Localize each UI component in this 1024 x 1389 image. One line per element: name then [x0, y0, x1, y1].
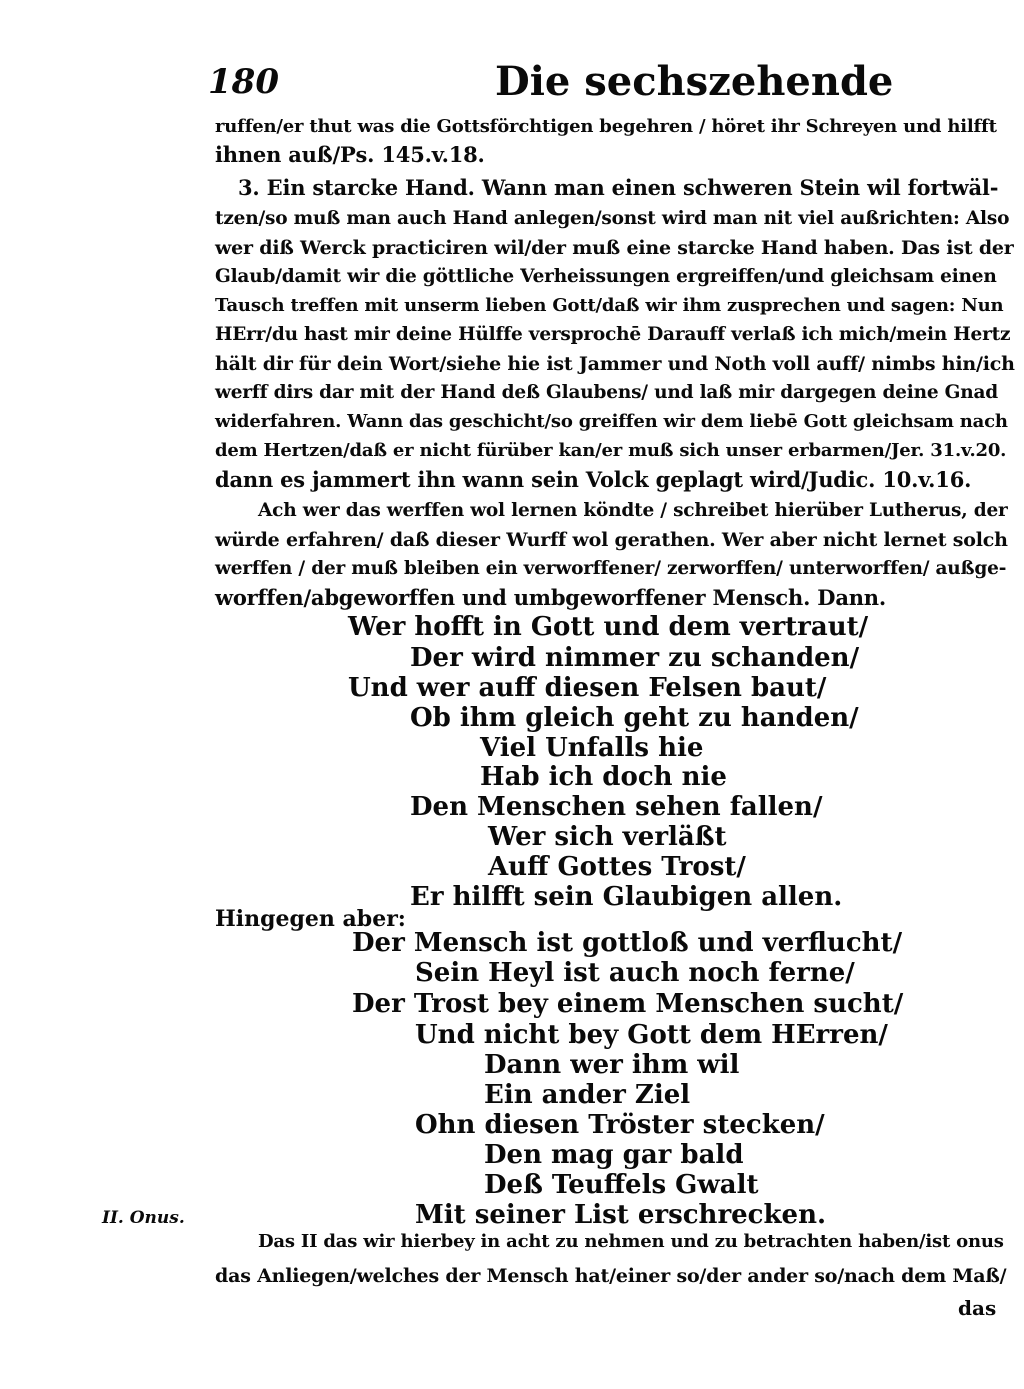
- text-line: werffen / der muß bleiben ein verworffener/ zerworffen/ unterworffen/ außge-: [215, 558, 1007, 579]
- text-line: HErr/du hast mir deine Hülffe versprochē Darauff verlaß ich mich/mein Hertz: [215, 324, 1011, 345]
- verse-line: Den Menschen sehen fallen/: [410, 792, 823, 822]
- transition-label: Hingegen aber:: [215, 906, 406, 932]
- catchword: das: [958, 1296, 997, 1320]
- verse-line: Ein ander Ziel: [484, 1080, 691, 1110]
- text-line: widerfahren. Wann das geschicht/so greiffen wir dem liebē Gott gleichsam nach: [215, 411, 1008, 432]
- verse-line: Und wer auff diesen Felsen baut/: [348, 673, 827, 703]
- text-line: Tausch treffen mit unserm lieben Gott/daß wir ihm zusprechen und sagen: Nun: [215, 295, 1004, 316]
- verse-line: Ob ihm gleich geht zu handen/: [410, 703, 859, 733]
- verse-line: Der Mensch ist gottloß und verflucht/: [352, 928, 903, 958]
- text-line: tzen/so muß man auch Hand anlegen/sonst wird man nit viel außrichten: Also: [215, 208, 1010, 229]
- verse-line: Der Trost bey einem Menschen sucht/: [352, 989, 904, 1019]
- verse-line: Ohn diesen Tröster stecken/: [415, 1110, 825, 1140]
- verse-line: Viel Unfalls hie: [480, 733, 704, 763]
- page-number: 180: [208, 62, 279, 102]
- text-line: hält dir für dein Wort/siehe hie ist Jammer und Noth voll auff/ nimbs hin/ich: [215, 353, 1015, 375]
- verse-line: Der wird nimmer zu schanden/: [410, 643, 860, 673]
- text-line: würde erfahren/ daß dieser Wurff wol gerathen. Wer aber nicht lernet solch: [215, 529, 1008, 551]
- text-line: dem Hertzen/daß er nicht fürüber kan/er muß sich unser erbarmen/Jer. 31.v.20.: [215, 440, 1007, 461]
- text-line: worffen/abgeworffen und umbgeworffener Mensch. Dann.: [215, 585, 886, 610]
- text-line: wer diß Werck practiciren wil/der muß eine starcke Hand haben. Das ist der: [215, 237, 1014, 259]
- verse-line: Wer sich verläßt: [488, 822, 727, 852]
- text-line: das Anliegen/welches der Mensch hat/einer so/der ander so/nach dem Maß/: [215, 1265, 1007, 1287]
- text-line: werff dirs dar mit der Hand deß Glaubens/ und laß mir dargegen deine Gnad: [215, 382, 999, 403]
- verse-line: Und nicht bey Gott dem HErren/: [415, 1020, 888, 1050]
- text-line: Das II das wir hierbey in acht zu nehmen und zu betrachten haben/ist onus: [258, 1231, 1004, 1252]
- verse-line: Auff Gottes Trost/: [488, 852, 746, 882]
- verse-line: Dann wer ihm wil: [484, 1050, 740, 1080]
- margin-note: II. Onus.: [102, 1208, 185, 1228]
- verse-line: Wer hofft in Gott und dem vertraut/: [348, 612, 869, 642]
- text-line: Ach wer das werffen wol lernen köndte / schreibet hierüber Lutherus, der: [258, 500, 1008, 521]
- verse-line: Den mag gar bald: [484, 1140, 744, 1170]
- text-line: ruffen/er thut was die Gottsförchtigen begehren / höret ihr Schreyen und hilfft: [215, 116, 997, 137]
- verse-line: Er hilfft sein Glaubigen allen.: [410, 882, 843, 912]
- text-line: ihnen auß/Ps. 145.v.18.: [215, 142, 485, 167]
- text-line: dann es jammert ihn wann sein Volck geplagt wird/Judic. 10.v.16.: [215, 467, 972, 492]
- verse-line: Deß Teuffels Gwalt: [484, 1170, 759, 1200]
- running-head: Die sechszehende: [495, 58, 894, 105]
- text-line: Glaub/damit wir die göttliche Verheissungen ergreiffen/und gleichsam einen: [215, 266, 997, 287]
- verse-line: Sein Heyl ist auch noch ferne/: [415, 958, 855, 988]
- verse-line: Hab ich doch nie: [480, 762, 727, 792]
- verse-line: Mit seiner List erschrecken.: [415, 1200, 827, 1230]
- text-line: 3. Ein starcke Hand. Wann man einen schweren Stein wil fortwäl-: [238, 175, 999, 200]
